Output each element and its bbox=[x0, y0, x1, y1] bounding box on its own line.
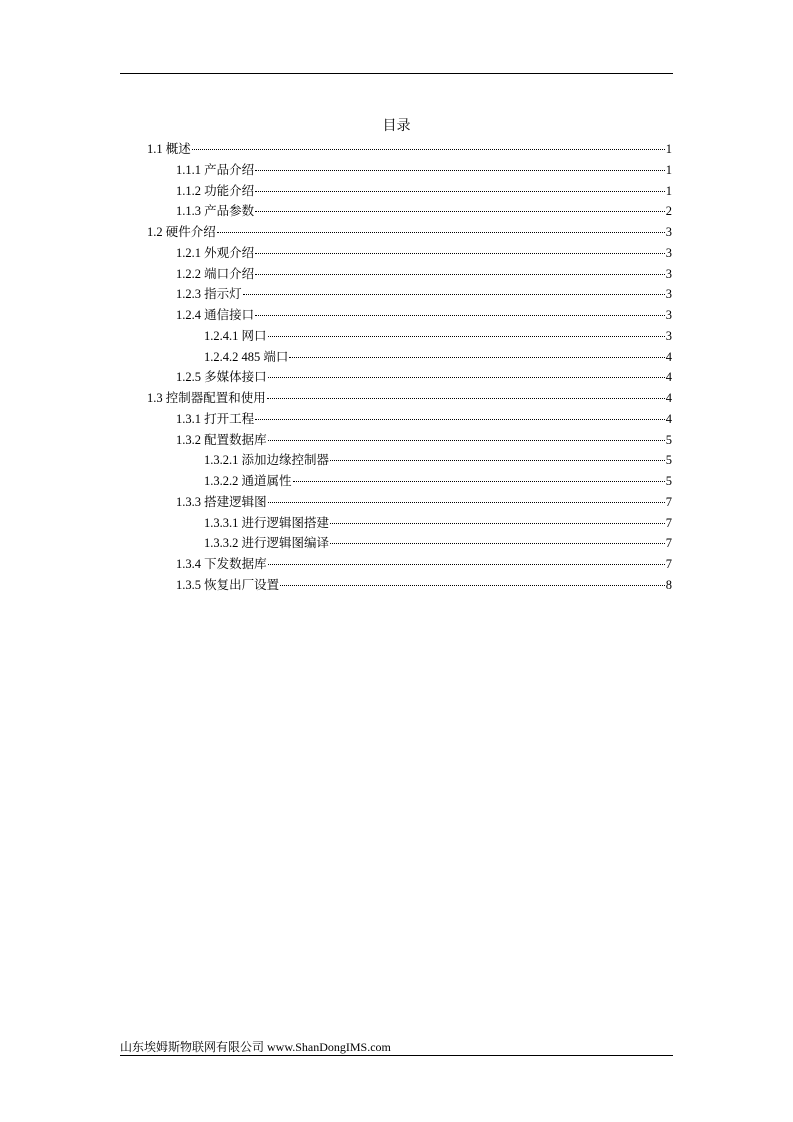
toc-entry-label: 1.2.4.2 485 端口 bbox=[204, 349, 289, 364]
toc-entry[interactable] bbox=[147, 388, 672, 408]
toc-entry-page: 7 bbox=[665, 536, 672, 551]
toc-dot-leader bbox=[268, 440, 665, 441]
toc-dot-leader bbox=[255, 315, 665, 316]
toc-title: 目录 bbox=[382, 119, 411, 134]
header-rule bbox=[120, 73, 673, 74]
toc-entry-label: 1.2.2 端口介绍 bbox=[176, 266, 255, 281]
toc-entry-label: 1.2.4 通信接口 bbox=[176, 308, 255, 322]
toc-entry-label: 1.3.3.2 进行逻辑图编译 bbox=[204, 536, 330, 551]
footer-rule bbox=[120, 1055, 673, 1056]
toc-entry-page: 8 bbox=[665, 577, 672, 592]
toc-entry-label: 1.3.3 搭建逻辑图 bbox=[176, 494, 267, 509]
toc-dot-leader bbox=[268, 377, 665, 378]
toc-entry-label: 1.3.3.1 进行逻辑图搭建 bbox=[204, 515, 330, 530]
toc-entry[interactable] bbox=[147, 222, 672, 242]
toc-entry-page: 3 bbox=[665, 245, 672, 260]
toc-entry-page: 4 bbox=[665, 349, 672, 364]
toc-entry[interactable] bbox=[176, 575, 672, 595]
toc-entry[interactable] bbox=[176, 181, 672, 201]
toc-entry-label: 1.3.5 恢复出厂设置 bbox=[176, 577, 280, 592]
toc-entry-label: 1.3 控制器配置和使用 bbox=[147, 391, 266, 405]
toc-entry-page: 2 bbox=[665, 204, 672, 219]
toc-dot-leader bbox=[255, 191, 665, 192]
toc-entry-page: 1 bbox=[665, 162, 672, 177]
toc-entry[interactable] bbox=[204, 533, 672, 553]
toc-entry[interactable] bbox=[176, 160, 672, 180]
toc-entry-label: 1.3.1 打开工程 bbox=[176, 411, 255, 426]
toc-entry[interactable] bbox=[204, 326, 672, 346]
toc-dot-leader bbox=[280, 585, 665, 586]
toc-entry[interactable] bbox=[176, 201, 672, 221]
toc-entry[interactable] bbox=[147, 139, 672, 159]
toc-entry-page: 3 bbox=[665, 225, 672, 239]
toc-entry-label: 1.2.1 外观介绍 bbox=[176, 245, 255, 260]
toc-dot-leader bbox=[293, 481, 665, 482]
toc-dot-leader bbox=[255, 419, 665, 420]
toc-dot-leader bbox=[192, 149, 665, 150]
toc-entry[interactable] bbox=[176, 305, 672, 325]
toc-entry-label: 1.3.2.1 添加边缘控制器 bbox=[204, 453, 330, 468]
toc-entry[interactable] bbox=[176, 554, 672, 574]
toc-entry-page: 1 bbox=[665, 142, 672, 156]
toc-entry-page: 3 bbox=[665, 266, 672, 281]
toc-entry-label: 1.1 概述 bbox=[147, 142, 191, 156]
toc-entry[interactable] bbox=[176, 284, 672, 304]
toc-dot-leader bbox=[330, 460, 665, 461]
toc-entry[interactable] bbox=[204, 513, 672, 533]
toc-entry-page: 3 bbox=[665, 328, 672, 343]
toc-entry-page: 5 bbox=[665, 432, 672, 447]
toc-entry-label: 1.3.2.2 通道属性 bbox=[204, 474, 292, 488]
toc-entry-page: 4 bbox=[665, 370, 672, 385]
toc-entry-label: 1.2.4.1 网口 bbox=[204, 328, 267, 343]
toc-entry[interactable] bbox=[176, 492, 672, 512]
toc-entry-page: 7 bbox=[665, 515, 672, 530]
toc-entry-page: 7 bbox=[665, 557, 672, 571]
toc-entry[interactable] bbox=[204, 471, 672, 491]
toc-entry-page: 3 bbox=[665, 287, 672, 302]
toc-dot-leader bbox=[255, 211, 665, 212]
toc-dot-leader bbox=[255, 253, 665, 254]
toc-entry-label: 1.1.1 产品介绍 bbox=[176, 162, 255, 177]
toc-entry[interactable] bbox=[204, 347, 672, 367]
toc-dot-leader bbox=[255, 274, 665, 275]
toc-entry-label: 1.2.5 多媒体接口 bbox=[176, 370, 267, 385]
toc-entry-page: 5 bbox=[665, 474, 672, 488]
toc-entry-page: 4 bbox=[665, 391, 672, 405]
toc-entry-page: 7 bbox=[665, 494, 672, 509]
toc-entry-page: 3 bbox=[665, 308, 672, 322]
toc-entry[interactable] bbox=[176, 430, 672, 450]
toc-entry-page: 4 bbox=[665, 411, 672, 426]
toc-entry-page: 1 bbox=[665, 183, 672, 198]
toc-entry-label: 1.3.2 配置数据库 bbox=[176, 432, 267, 447]
toc-dot-leader bbox=[267, 398, 665, 399]
toc-entry-label: 1.2.3 指示灯 bbox=[176, 287, 242, 302]
toc-dot-leader bbox=[289, 357, 664, 358]
toc-entry-label: 1.1.3 产品参数 bbox=[176, 204, 255, 219]
toc-entry[interactable] bbox=[176, 264, 672, 284]
toc-entry[interactable] bbox=[176, 367, 672, 387]
footer-company: 山东埃姆斯物联网有限公司 www.ShanDongIMS.com bbox=[120, 1040, 391, 1054]
toc-entry[interactable] bbox=[176, 409, 672, 429]
toc-entry[interactable] bbox=[176, 243, 672, 263]
toc-dot-leader bbox=[330, 523, 665, 524]
toc-entry-label: 1.2 硬件介绍 bbox=[147, 225, 216, 239]
toc-entry-page: 5 bbox=[665, 453, 672, 468]
toc-dot-leader bbox=[243, 294, 665, 295]
toc-dot-leader bbox=[255, 170, 665, 171]
toc-entry[interactable] bbox=[204, 450, 672, 470]
toc-dot-leader bbox=[268, 564, 665, 565]
toc-dot-leader bbox=[330, 543, 665, 544]
toc-dot-leader bbox=[268, 336, 665, 337]
toc-entry-label: 1.3.4 下发数据库 bbox=[176, 557, 267, 571]
toc-dot-leader bbox=[217, 232, 665, 233]
toc-entry-label: 1.1.2 功能介绍 bbox=[176, 183, 255, 198]
toc-dot-leader bbox=[268, 502, 665, 503]
